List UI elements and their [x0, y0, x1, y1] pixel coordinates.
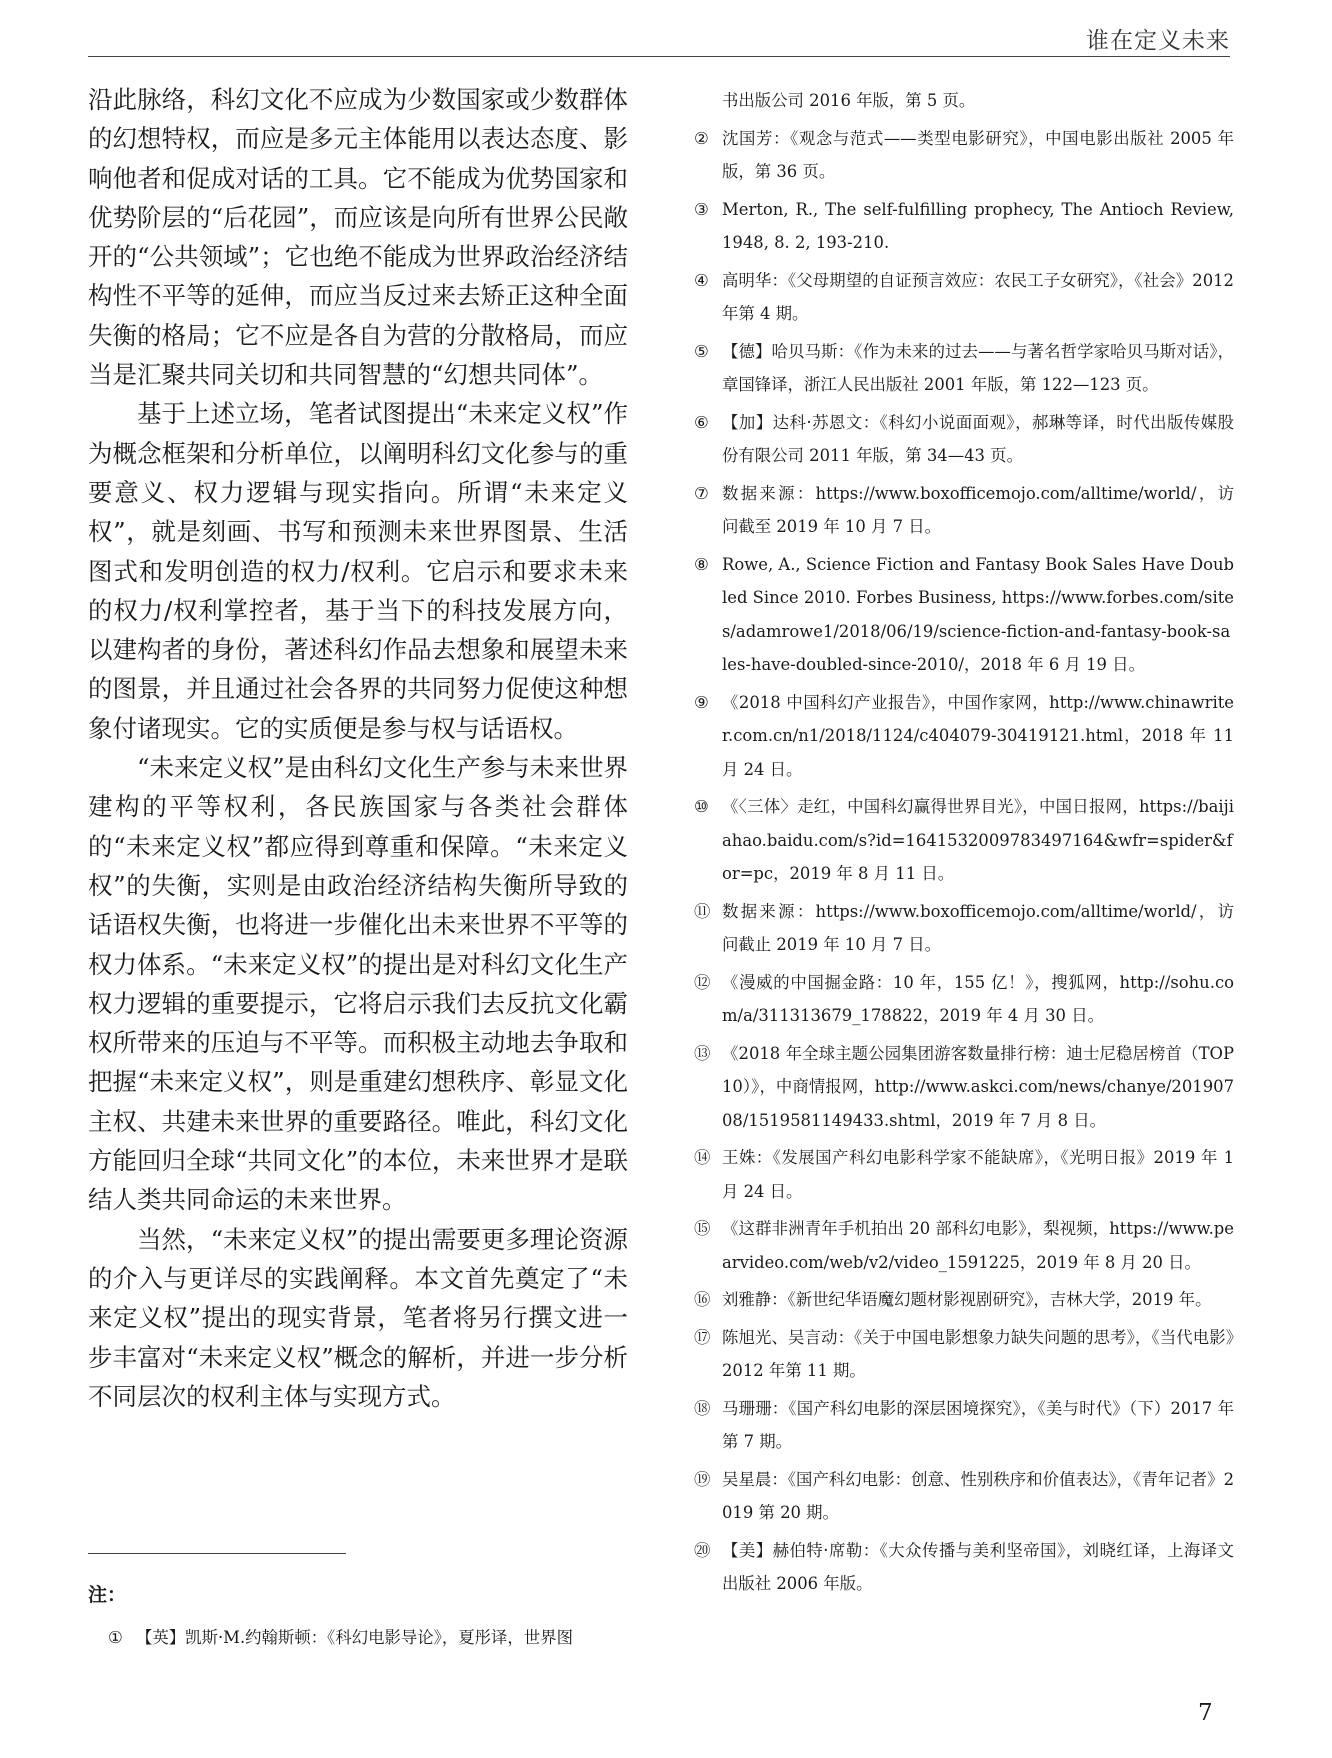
footnote-item — [694, 193, 1234, 260]
footnote-number: ③ — [694, 199, 709, 219]
footnote-item — [694, 335, 1234, 402]
footnote-number: ⑳ — [694, 1540, 711, 1560]
body-paragraph: 当然，“未来定义权”的提出需要更多理论资源的介入与更详尽的实践阐释。本文首先奠定了“未来定义权”提出的现实背景，笔者将另行撰文进一步丰富对“未来定义权”概念的解析，并进一步分析不同层次的权利主体与实现方式。 — [88, 1224, 628, 1411]
footnote-number: ⑤ — [694, 341, 709, 361]
footnote-text: 吴星晨：《国产科幻电影：创意、性别秩序和价值表达》，《青年记者》2019 第 20 期。 — [722, 1469, 1234, 1522]
footnote-text: 马珊珊：《国产科幻电影的深层困境探究》，《美与时代》（下）2017 年第 7 期。 — [722, 1398, 1234, 1451]
footnote-item — [88, 1621, 628, 1655]
footnote-item — [694, 686, 1234, 787]
footnote-text: 数据来源：https://www.boxofficemojo.com/alltime/world/，访问截止 2019 年 10 月 7 日。 — [722, 901, 1234, 954]
footnote-number: ② — [694, 128, 709, 148]
body-paragraph: 基于上述立场，笔者试图提出“未来定义权”作为概念框架和分析单位，以阐明科幻文化参与的重要意义、权力逻辑与现实指向。所谓“未来定义权”，就是刻画、书写和预测未来世界图景、生活图式和发明创造的权力/权利。它启示和要求未来的权力/权利掌控者，基于当下的科技发展方向，以建构者的身份，著述科幻作品去想象和展望未来的图景，并且通过社会各界的共同努力促使这种想象付诸现实。它的实质便是参与权与话语权。 — [88, 399, 628, 743]
footnote-item — [694, 122, 1234, 189]
footnote-number: ⑭ — [694, 1148, 711, 1167]
footnote-list — [694, 122, 1234, 1601]
footnote-text: 陈旭光、吴言动：《关于中国电影想象力缺失问题的思考》，《当代电影》2012 年第 11 期。 — [722, 1327, 1234, 1380]
body-paragraph: “未来定义权”是由科幻文化生产参与未来世界建构的平等权利，各民族国家与各类社会群体的“未来定义权”都应得到尊重和保障。“未来定义权”的失衡，实则是由政治经济结构失衡所导致的话语权失衡，也将进一步催化出未来世界不平等的权力体系。“未来定义权”的提出是对科幻文化生产权力逻辑的重要提示，它将启示我们去反抗文化霸权所带来的压迫与不平等。而积极主动地去争取和把握“未来定义权”，则是重建幻想秩序、彰显文化主权、共建未来世界的重要路径。唯此，科幻文化方能回归全球“共同文化”的本位，未来世界才是联结人类共同命运的未来世界。 — [88, 753, 628, 1215]
footnote-text: 沈国芳：《观念与范式——类型电影研究》，中国电影出版社 2005 年版，第 36 页。 — [722, 128, 1234, 181]
header-rule — [88, 56, 1230, 57]
footnote-number: ① — [108, 1628, 123, 1647]
footnote-number: ④ — [694, 270, 709, 290]
footnote-item — [694, 1392, 1234, 1459]
notes-section — [88, 1553, 628, 1659]
footnote-text: 【加】达科·苏恩文：《科幻小说面面观》，郝琳等译，时代出版传媒股份有限公司 2011 年版，第 34—43 页。 — [722, 412, 1234, 465]
footnote-item — [694, 406, 1234, 473]
footnote-number: ⑮ — [694, 1219, 711, 1238]
footnote-text: Rowe, A., Science Fiction and Fantasy Book Sales Have Doubled Since 2010. Forbes Business, https://www.forbes.com/sites/adamrowe1/2018/06/19/science-fiction-and-fantasy-book-sales-have-doubled-since-2010/，2018 年 6 月 19 日。 — [722, 554, 1234, 674]
notes-title: 注： — [88, 1584, 127, 1606]
footnote-number: ⑥ — [694, 412, 709, 432]
footnote-text: 【德】哈贝马斯：《作为未来的过去——与著名哲学家哈贝马斯对话》，章国锋译，浙江人民出版社 2001 年版，第 122—123 页。 — [722, 341, 1234, 394]
body-text-column — [88, 80, 628, 1416]
footnote-number: ⑧ — [694, 554, 709, 574]
footnote-item — [694, 1321, 1234, 1388]
footnote-text: 《这群非洲青年手机拍出 20 部科幻电影》，梨视频，https://www.pearvideo.com/web/v2/video_1591225，2019 年 8 月 20 日。 — [722, 1219, 1234, 1272]
footnote-text: Merton, R., The self-fulfilling prophecy, The Antioch Review, 1948, 8. 2, 193-210. — [722, 199, 1234, 252]
footnote-number: ⑬ — [694, 1043, 711, 1063]
footnote-number: ⑦ — [694, 483, 709, 503]
body-paragraph: 沿此脉络，科幻文化不应成为少数国家或少数群体的幻想特权，而应是多元主体能用以表达态度、影响他者和促成对话的工具。它不能成为优势国家和优势阶层的“后花园”，而应该是向所有世界公民敞开的“公共领域”；它也绝不能成为世界政治经济结构性不平等的延伸，而应当反过来去矫正这种全面失衡的格局；它不应是各自为营的分散格局，而应当是汇聚共同关切和共同智慧的“幻想共同体”。 — [88, 85, 628, 390]
footnote-item — [694, 1534, 1234, 1601]
footnote-item — [694, 1212, 1234, 1279]
footnote-item — [694, 966, 1234, 1033]
footnote-text: 【英】凯斯·M.约翰斯顿：《科幻电影导论》，夏彤译，世界图 — [136, 1628, 573, 1647]
footnote-text: 刘雅静：《新世纪华语魔幻题材影视剧研究》，吉林大学，2019 年。 — [722, 1290, 1212, 1309]
footnote-item — [694, 548, 1234, 682]
footnotes-column — [694, 84, 1234, 1605]
footnote-item — [694, 1037, 1234, 1138]
footnote-item — [694, 1283, 1234, 1317]
footnote-item — [694, 790, 1234, 891]
page-number: 7 — [1198, 1700, 1213, 1726]
footnote-text: 数据来源：https://www.boxofficemojo.com/alltime/world/，访问截至 2019 年 10 月 7 日。 — [722, 483, 1234, 536]
footnote-item — [694, 895, 1234, 962]
footnote-item — [694, 477, 1234, 544]
footnote-text: 王姝：《发展国产科幻电影科学家不能缺席》，《光明日报》2019 年 1 月 24 日。 — [722, 1148, 1234, 1201]
footnote-text: 《漫威的中国掘金路：10 年，155 亿！》，搜狐网，http://sohu.com/a/311313679_178822，2019 年 4 月 30 日。 — [722, 972, 1234, 1025]
footnote-item — [694, 1463, 1234, 1530]
footnote-item — [694, 264, 1234, 331]
footnote-text: 《〈三体〉走红，中国科幻赢得世界目光》，中国日报网，https://baijiahao.baidu.com/s?id=1641532009783497164&wfr=spider&for=pc，2019 年 8 月 11 日。 — [722, 797, 1234, 883]
footnote-number: ⑨ — [694, 692, 709, 712]
footnote-continuation — [694, 84, 1234, 118]
footnote-number: ⑫ — [694, 972, 711, 992]
footnote-item — [694, 1141, 1234, 1208]
footnote-number: ⑰ — [694, 1327, 711, 1347]
footnote-number: ⑪ — [694, 901, 711, 921]
footnote-number: ⑲ — [694, 1469, 711, 1489]
footnote-number: ⑩ — [694, 797, 709, 816]
footnote-text: 书出版公司 2016 年版，第 5 页。 — [722, 91, 976, 110]
footnote-number: ⑯ — [694, 1290, 711, 1309]
footnote-text: 《2018 中国科幻产业报告》，中国作家网，http://www.chinawriter.com.cn/n1/2018/1124/c404079-30419121.html，2018 年 11 月 24 日。 — [722, 692, 1234, 779]
notes-divider — [88, 1553, 346, 1554]
running-header-title: 谁在定义未来 — [1086, 28, 1230, 54]
footnote-text: 《2018 年全球主题公园集团游客数量排行榜：迪士尼稳居榜首（TOP10）》，中商情报网，http://www.askci.com/news/chanye/20190708/1519581149433.shtml，2019 年 7 月 8 日。 — [722, 1043, 1234, 1130]
footnote-text: 高明华：《父母期望的自证预言效应：农民工子女研究》，《社会》2012 年第 4 期。 — [722, 270, 1234, 323]
footnote-text: 【美】赫伯特·席勒：《大众传播与美利坚帝国》，刘晓红译，上海译文出版社 2006 年版。 — [722, 1540, 1234, 1593]
footnote-number: ⑱ — [694, 1398, 711, 1418]
